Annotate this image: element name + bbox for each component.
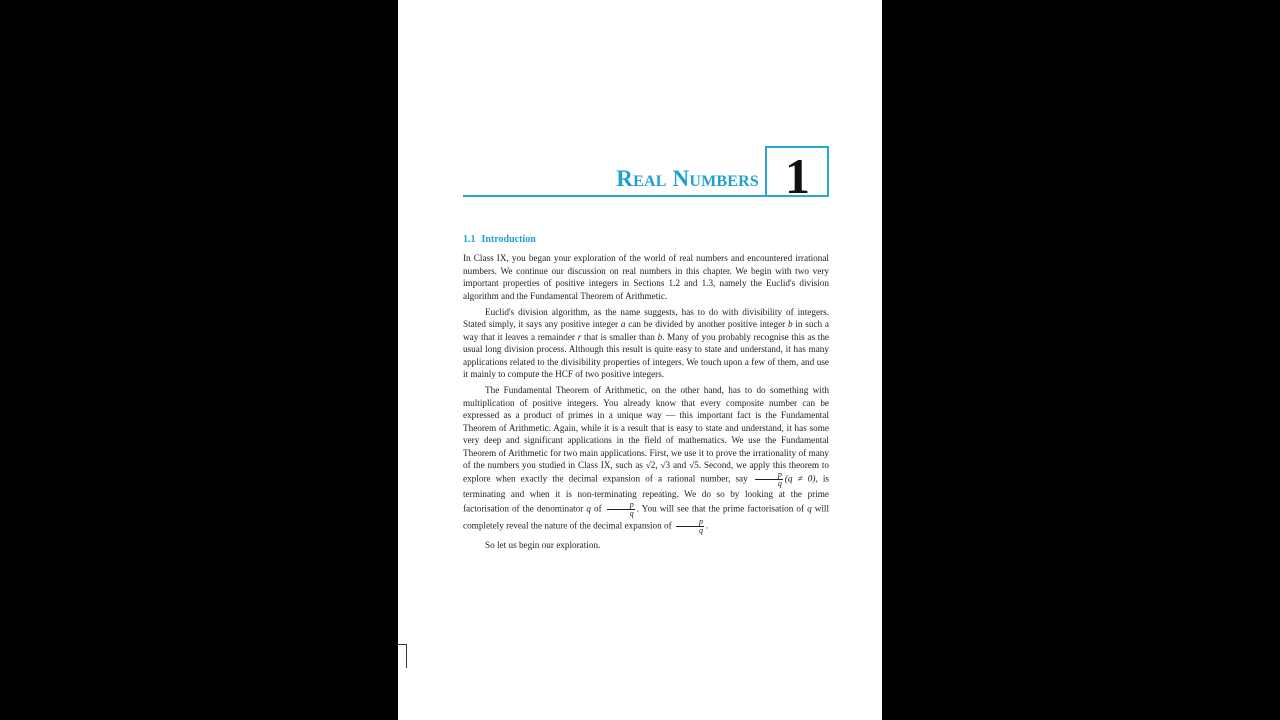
sqrt-2: √2 xyxy=(645,459,656,470)
text-run: . You will see that the prime factorisation of xyxy=(636,503,808,514)
chapter-title: Real Numbers xyxy=(616,166,759,191)
fraction-denominator: q xyxy=(698,525,703,535)
text-run: will completely reveal the nature of the decimal expansion of xyxy=(463,503,830,531)
fraction-numerator: p xyxy=(676,518,704,527)
text-run: , xyxy=(655,459,661,470)
text-run: The Fundamental Theorem of Arithmetic, on the other hand, has to do something with multiplication of positive integers. You already know that every composite number can be expressed as a product of primes in a unique way — this important fact is the Fundamental Theorem of Arithmetic. Again, while it is a result that is easy to state and understand, it has some very deep and significant applications in the field of mathematics. We use the Fundamental Theorem of Arithmetic for two main applications. First, we use it to prove the irrationality of many of the numbers you studied in Class IX, such as xyxy=(463,385,829,470)
text-run: and xyxy=(670,459,690,470)
paragraph-3 xyxy=(463,384,829,534)
text-run: in such a way that it leaves a remainder xyxy=(463,319,829,342)
sqrt-3: √3 xyxy=(660,459,671,470)
math-var: r xyxy=(577,331,582,342)
condition: (q ≠ 0) xyxy=(784,473,816,484)
fraction-p-over-q xyxy=(607,501,635,518)
text-run: of xyxy=(591,503,605,514)
paragraph-2 xyxy=(463,306,829,380)
crop-mark xyxy=(398,644,407,668)
text-run: . Second, we apply this theorem to explore when exactly the decimal expansion of a rational number, say xyxy=(463,459,830,484)
text-run: , is terminating and when it is non-terminating repeating. We do so by looking at the prime factorisation of the denominator xyxy=(463,473,829,514)
section-title: Introduction xyxy=(481,234,536,245)
fraction-denominator: q xyxy=(777,479,782,489)
fraction-p-over-q xyxy=(676,518,704,535)
chapter-number: 1 xyxy=(785,148,810,204)
fraction-numerator: p xyxy=(607,501,635,510)
paragraph-1: In Class IX, you began your exploration of the world of real numbers and encountered irrational numbers. We continue our discussion on real numbers in this chapter. We begin with two very important properties of positive integers in Sections 1.2 and 1.3, namely the Euclid's division algorithm and the Fundamental Theorem of Arithmetic. xyxy=(463,253,829,301)
section-number: 1.1 xyxy=(463,234,476,245)
fraction-denominator: q xyxy=(629,508,634,518)
document-page xyxy=(398,0,882,720)
text-run: can be divided by another positive integer xyxy=(625,319,788,330)
text-run: Euclid's division algorithm, as the name suggests, has to do with divisibility of integers. Stated simply, it says any positive integer xyxy=(463,307,829,330)
math-var: q xyxy=(586,503,592,514)
paragraph-4: So let us begin our exploration. xyxy=(485,539,601,550)
math-var: q xyxy=(807,503,812,514)
chapter-number-box xyxy=(765,146,829,204)
math-var: a xyxy=(620,319,626,330)
fraction-numerator: p xyxy=(755,471,783,480)
math-var: b xyxy=(657,331,663,342)
chapter-header xyxy=(463,146,829,204)
section-heading xyxy=(463,234,829,246)
text-run: . xyxy=(705,520,709,531)
text-run: . Many of you probably recognise this as the usual long division process. Although this result is quite easy to state and understand, it has many applications related to the divisibility properties of integers. We touch upon a few of them, and use it mainly to compute the HCF of two positive integers. xyxy=(463,331,829,380)
text-run: that is smaller than xyxy=(581,331,658,342)
page-content xyxy=(463,234,829,555)
math-var: b xyxy=(788,319,793,330)
fraction-p-over-q xyxy=(755,471,783,488)
sqrt-5: √5 xyxy=(689,459,699,470)
